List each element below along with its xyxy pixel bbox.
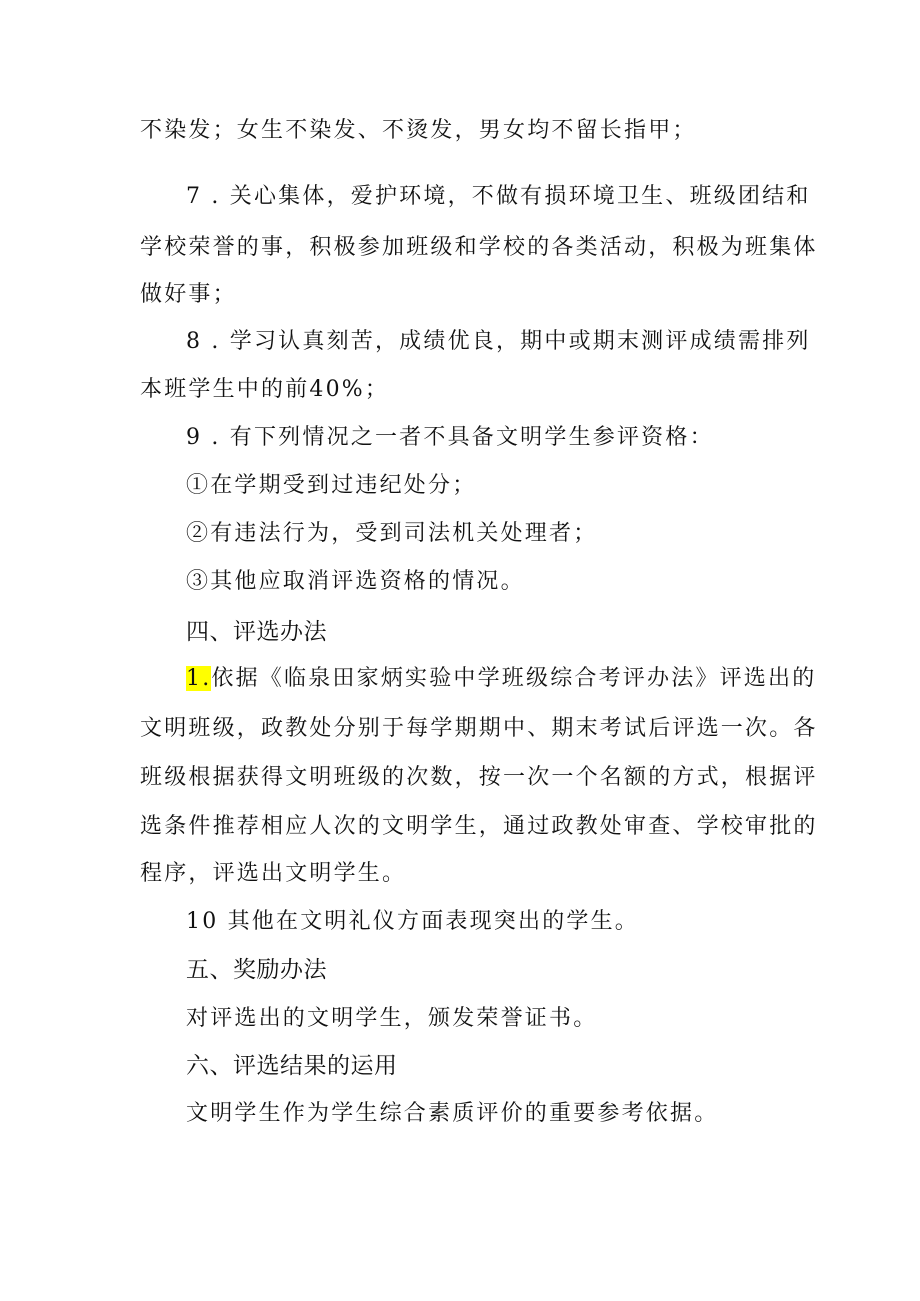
section-heading-5: 五、奖励办法 bbox=[186, 957, 327, 983]
method-line-1 bbox=[186, 664, 817, 694]
method-line-5: 程序，评选出文明学生。 bbox=[140, 861, 407, 886]
item-7-line-2: 学校荣誉的事，积极参加班级和学校的各类活动，积极为班集体 bbox=[140, 235, 818, 260]
reward-line: 对评选出的文明学生，颁发荣誉证书。 bbox=[186, 1006, 598, 1031]
paragraph-line-1: 不染发；女生不染发、不烫发，男女均不留长指甲； bbox=[140, 118, 697, 143]
section-heading-4: 四、评选办法 bbox=[186, 619, 327, 645]
item-10-line: 10 其他在文明礼仪方面表现突出的学生。 bbox=[186, 909, 639, 934]
sub-item-1: ①在学期受到过违纪处分； bbox=[186, 473, 477, 498]
item-9-line: 9 . 有下列情况之一者不具备文明学生参评资格： bbox=[186, 425, 714, 450]
item-7-line-1: 7 . 关心集体，爱护环境，不做有损环境卫生、班级团结和 bbox=[186, 184, 811, 209]
item-8-line-1: 8 . 学习认真刻苦，成绩优良，期中或期末测评成绩需排列 bbox=[186, 329, 811, 354]
item-8-line-2: 本班学生中的前40%； bbox=[140, 377, 390, 402]
highlighted-number: 1. bbox=[186, 666, 212, 691]
method-line-4: 选条件推荐相应人次的文明学生，通过政教处审查、学校审批的 bbox=[140, 814, 818, 839]
section-heading-6: 六、评选结果的运用 bbox=[186, 1053, 398, 1079]
usage-line: 文明学生作为学生综合素质评价的重要参考依据。 bbox=[186, 1101, 719, 1126]
sub-item-2: ②有违法行为，受到司法机关处理者； bbox=[186, 521, 598, 546]
method-line-2: 文明班级，政教处分别于每学期期中、期末考试后评选一次。各 bbox=[140, 716, 818, 741]
item-7-line-3: 做好事； bbox=[140, 282, 237, 307]
method-line-1-text: 依据《临泉田家炳实验中学班级综合考评办法》评选出的 bbox=[211, 666, 817, 691]
sub-item-3: ③其他应取消评选资格的情况。 bbox=[186, 569, 525, 594]
method-line-3: 班级根据获得文明班级的次数，按一次一个名额的方式，根据评 bbox=[140, 765, 818, 790]
